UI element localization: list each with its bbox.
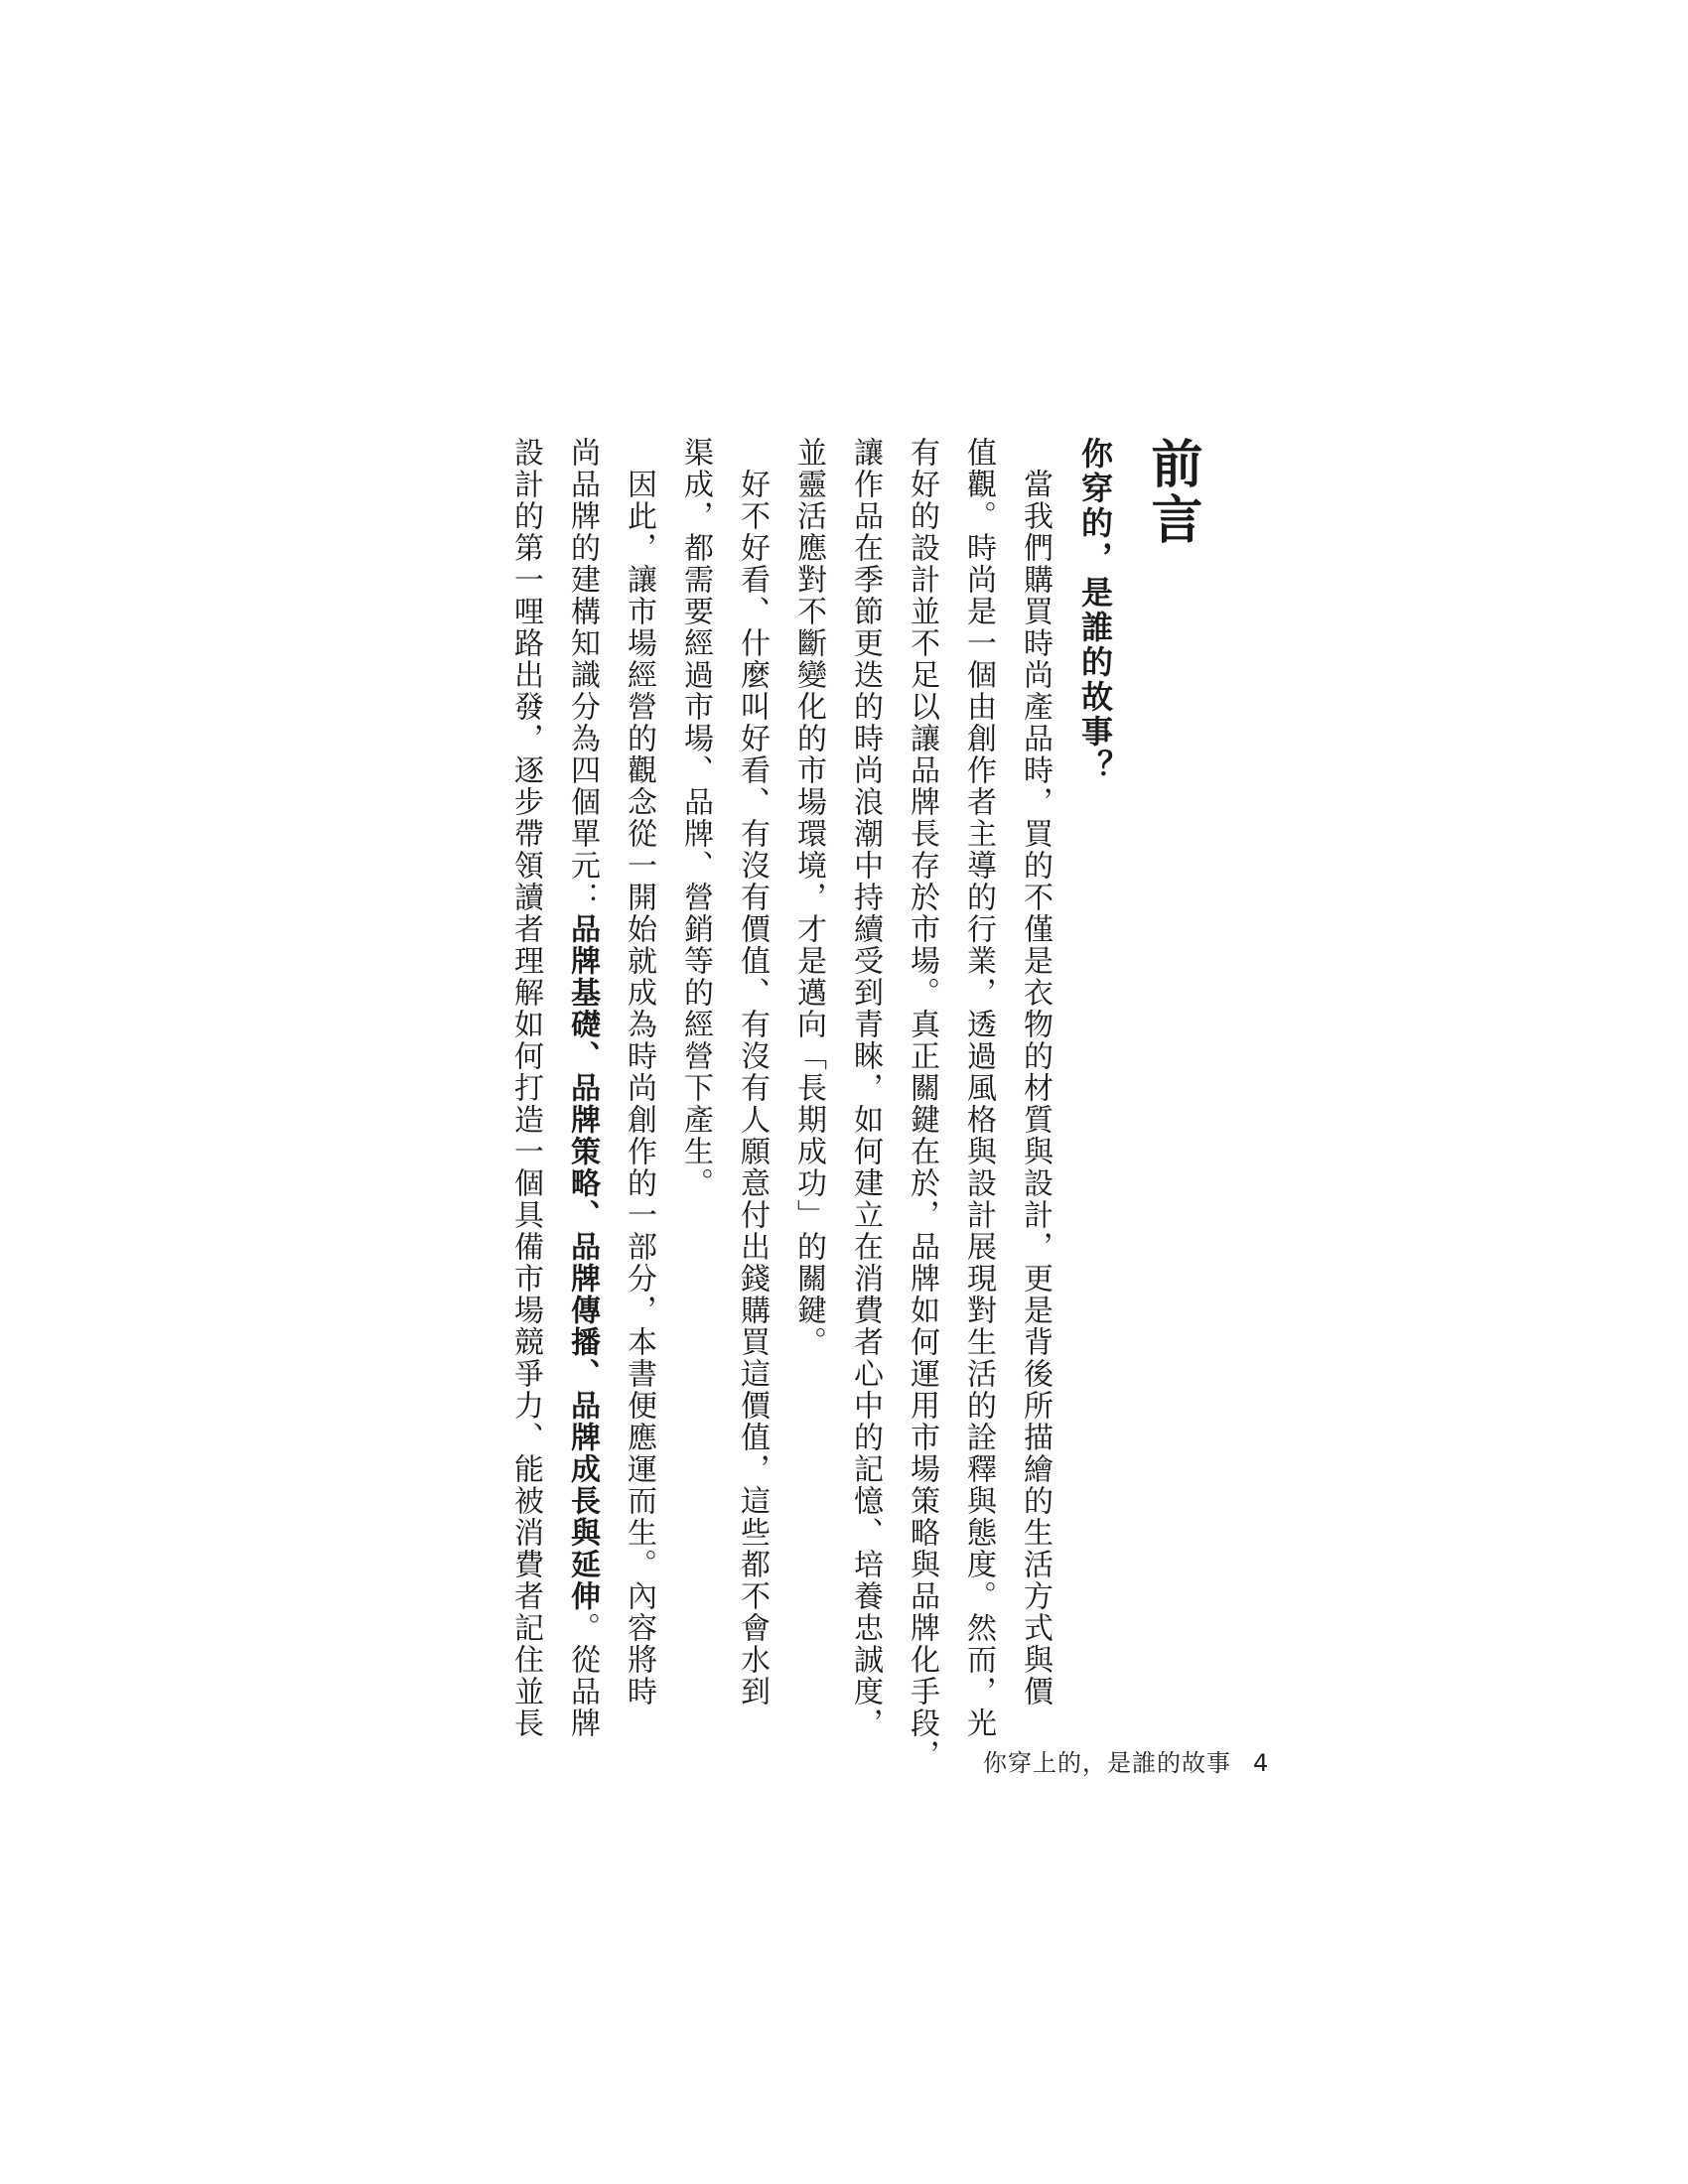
section-subtitle: 你穿的，是誰的故事？	[1076, 437, 1114, 784]
body-line-1: 當我們購買時尚產品時，買的不僅是衣物的材質與設計，更是背後所描繪的生活方式與價	[1018, 437, 1053, 1707]
body-line-4: 讓作品在季節更迭的時尚浪潮中持續受到青睞，如何建立在消費者心中的記憶、培養忠誠度，	[848, 437, 883, 1739]
body-line-7: 渠成，都需要經過市場、品牌、營銷等的經營下產生。	[678, 437, 713, 1199]
body-line-10: 設計的第一哩路出發，逐步帶領讀者理解如何打造一個具備市場競爭力、能被消費者記住並長	[508, 437, 543, 1739]
body-line-8: 因此，讓市場經營的觀念從一開始就成為時尚創作的一部分，本書便應運而生。內容將時	[622, 437, 656, 1707]
body-line-6: 好不好看、什麼叫好看、有沒有價值、有沒有人願意付出錢購買這價值，這些都不會水到	[735, 437, 770, 1707]
emphasized-units: 品牌基礎、品牌策略、品牌傳播、品牌成長與延伸	[565, 913, 600, 1612]
page-number: 4	[1253, 1749, 1270, 1777]
body-line-3: 有好的設計並不足以讓品牌長存於市場。真正關鍵在於，品牌如何運用市場策略與品牌化手段，	[905, 437, 939, 1771]
page-footer	[983, 1743, 1269, 1778]
running-title: 你穿上的，是誰的故事	[983, 1749, 1231, 1777]
body-line-9-start: 尚品牌的建構知識分為四個單元：	[565, 437, 600, 913]
body-line-2: 值觀。時尚是一個由創作者主導的行業，透過風格與設計展現對生活的詮釋與態度。然而，光	[961, 437, 996, 1739]
body-line-9-end: 。從品牌	[565, 1612, 600, 1739]
body-line-5: 並靈活應對不斷變化的市場環境，才是邁向「長期成功」的關鍵。	[791, 437, 826, 1358]
body-line-9	[554, 437, 611, 1739]
chapter-title: 前言	[1142, 437, 1202, 548]
